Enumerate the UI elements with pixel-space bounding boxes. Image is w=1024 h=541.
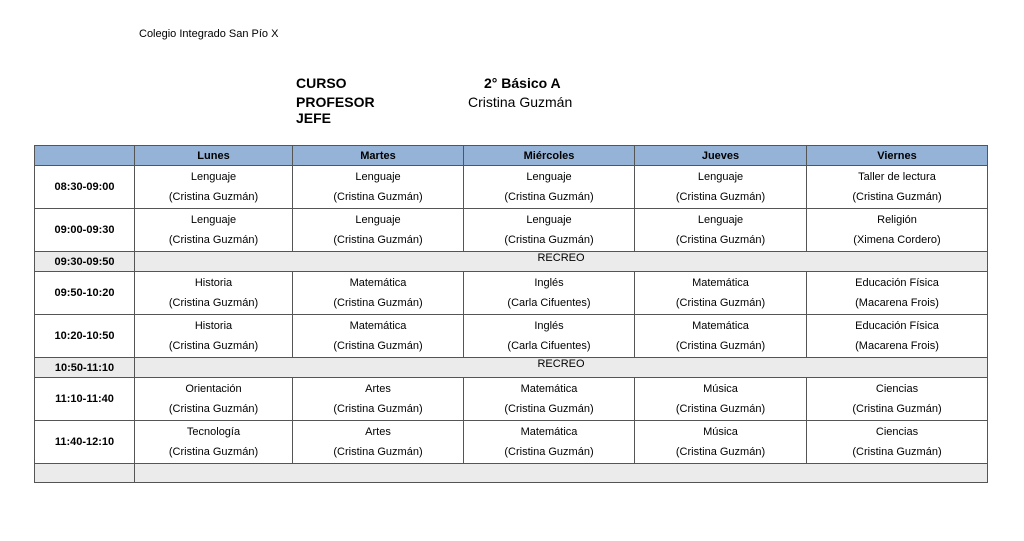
lesson-row (35, 272, 988, 315)
teacher-name: (Cristina Guzmán) (675, 340, 766, 352)
lesson-cell (135, 166, 293, 209)
lesson-cell (293, 209, 464, 252)
lesson-cell (635, 421, 807, 464)
time-slot (35, 464, 135, 483)
teacher-name: (Cristina Guzmán) (333, 234, 423, 246)
subject-name: Educación Física (855, 277, 939, 289)
lesson-row (35, 315, 988, 358)
course-value: 2° Básico A (484, 75, 561, 91)
lesson-cell (135, 421, 293, 464)
header-row (35, 146, 988, 166)
teacher-name: (Cristina Guzmán) (852, 191, 942, 203)
teacher-name: (Cristina Guzmán) (675, 234, 766, 246)
subject-name: Lenguaje (526, 171, 572, 183)
subject-name: Música (703, 426, 738, 438)
subject-name: Lenguaje (355, 214, 401, 226)
lesson-row (35, 209, 988, 252)
lesson-cell (293, 421, 464, 464)
teacher-name: (Cristina Guzmán) (675, 446, 766, 458)
lesson-cell (464, 315, 635, 358)
time-slot: 10:20-10:50 (35, 315, 135, 358)
empty-row (35, 464, 988, 483)
subject-name: Música (703, 383, 738, 395)
teacher-name: (Carla Cifuentes) (507, 297, 591, 309)
break-label: RECREO (135, 252, 988, 272)
teacher-name: (Cristina Guzmán) (333, 446, 423, 458)
subject-name: Artes (365, 383, 391, 395)
schedule-table (34, 145, 988, 483)
break-row (35, 252, 988, 272)
teacher-name: (Cristina Guzmán) (168, 446, 259, 458)
time-slot: 10:50-11:10 (35, 358, 135, 378)
subject-name: Matemática (520, 426, 578, 438)
subject-name: Lenguaje (697, 214, 744, 226)
lesson-cell (635, 209, 807, 252)
schedule-body (35, 166, 988, 483)
lesson-cell (635, 315, 807, 358)
teacher-name: (Cristina Guzmán) (168, 403, 259, 415)
lesson-row (35, 378, 988, 421)
subject-name: Inglés (534, 320, 564, 332)
lesson-cell (464, 272, 635, 315)
subject-name: Historia (194, 277, 233, 289)
time-slot: 08:30-09:00 (35, 166, 135, 209)
subject-name: Matemática (692, 320, 749, 332)
subject-name: Ciencias (875, 426, 919, 438)
teacher-name: (Cristina Guzmán) (168, 191, 259, 203)
lesson-row (35, 421, 988, 464)
teacher-name: (Ximena Cordero) (853, 234, 941, 246)
subject-name: Historia (194, 320, 233, 332)
subject-name: Matemática (520, 383, 578, 395)
subject-name: Lenguaje (355, 171, 401, 183)
lesson-cell (464, 421, 635, 464)
subject-name: Orientación (185, 383, 242, 395)
lesson-row (35, 166, 988, 209)
teacher-name: (Cristina Guzmán) (675, 403, 766, 415)
break-label: RECREO (135, 358, 988, 378)
subject-name: Lenguaje (190, 171, 237, 183)
time-slot: 09:50-10:20 (35, 272, 135, 315)
teacher-name: (Carla Cifuentes) (507, 340, 591, 352)
time-slot: 11:40-12:10 (35, 421, 135, 464)
lesson-cell (464, 209, 635, 252)
school-name: Colegio Integrado San Pío X (139, 28, 279, 40)
course-label: CURSO (296, 75, 347, 91)
teacher-name: (Cristina Guzmán) (333, 297, 423, 309)
subject-name: Tecnología (186, 426, 241, 438)
teacher-name: (Cristina Guzmán) (168, 297, 259, 309)
teacher-name: (Cristina Guzmán) (675, 191, 766, 203)
lesson-cell (807, 315, 988, 358)
lesson-cell (135, 378, 293, 421)
subject-name: Matemática (349, 320, 407, 332)
teacher-name: (Cristina Guzmán) (333, 191, 423, 203)
time-slot: 09:00-09:30 (35, 209, 135, 252)
subject-name: Inglés (534, 277, 564, 289)
lesson-cell (807, 166, 988, 209)
subject-name: Lenguaje (190, 214, 237, 226)
lesson-cell (293, 166, 464, 209)
empty-cell (135, 464, 988, 483)
teacher-name: (Cristina Guzmán) (504, 446, 594, 458)
head-teacher-label: PROFESOR JEFE (296, 94, 375, 126)
lesson-cell (135, 272, 293, 315)
teacher-name: (Cristina Guzmán) (504, 191, 594, 203)
subject-name: Matemática (349, 277, 407, 289)
lesson-cell (464, 378, 635, 421)
break-row (35, 358, 988, 378)
day-header: Lunes (135, 146, 293, 166)
lesson-cell (135, 315, 293, 358)
subject-name: Ciencias (875, 383, 919, 395)
subject-name: Educación Física (855, 320, 939, 332)
head-teacher-value: Cristina Guzmán (468, 94, 573, 110)
teacher-name: (Cristina Guzmán) (168, 340, 259, 352)
teacher-name: (Cristina Guzmán) (504, 234, 594, 246)
lesson-cell (807, 378, 988, 421)
teacher-name: (Cristina Guzmán) (168, 234, 259, 246)
lesson-cell (807, 272, 988, 315)
lesson-cell (807, 421, 988, 464)
subject-name: Lenguaje (697, 171, 744, 183)
lesson-cell (135, 209, 293, 252)
day-header: Viernes (807, 146, 988, 166)
lesson-cell (807, 209, 988, 252)
teacher-name: (Cristina Guzmán) (504, 403, 594, 415)
subject-name: Artes (365, 426, 391, 438)
time-header (35, 146, 135, 166)
lesson-cell (293, 378, 464, 421)
teacher-name: (Cristina Guzmán) (852, 403, 942, 415)
subject-name: Taller de lectura (858, 171, 936, 183)
teacher-name: (Cristina Guzmán) (333, 340, 423, 352)
lesson-cell (464, 166, 635, 209)
lesson-cell (635, 166, 807, 209)
lesson-cell (293, 272, 464, 315)
lesson-cell (635, 272, 807, 315)
subject-name: Religión (877, 214, 917, 226)
day-header: Miércoles (464, 146, 635, 166)
time-slot: 09:30-09:50 (35, 252, 135, 272)
day-header: Jueves (635, 146, 807, 166)
time-slot: 11:10-11:40 (35, 378, 135, 421)
teacher-name: (Cristina Guzmán) (675, 297, 766, 309)
subject-name: Lenguaje (526, 214, 572, 226)
lesson-cell (293, 315, 464, 358)
teacher-name: (Macarena Frois) (855, 340, 939, 352)
subject-name: Matemática (692, 277, 749, 289)
teacher-name: (Cristina Guzmán) (852, 446, 942, 458)
lesson-cell (635, 378, 807, 421)
teacher-name: (Macarena Frois) (855, 297, 939, 309)
teacher-name: (Cristina Guzmán) (333, 403, 423, 415)
day-header: Martes (293, 146, 464, 166)
